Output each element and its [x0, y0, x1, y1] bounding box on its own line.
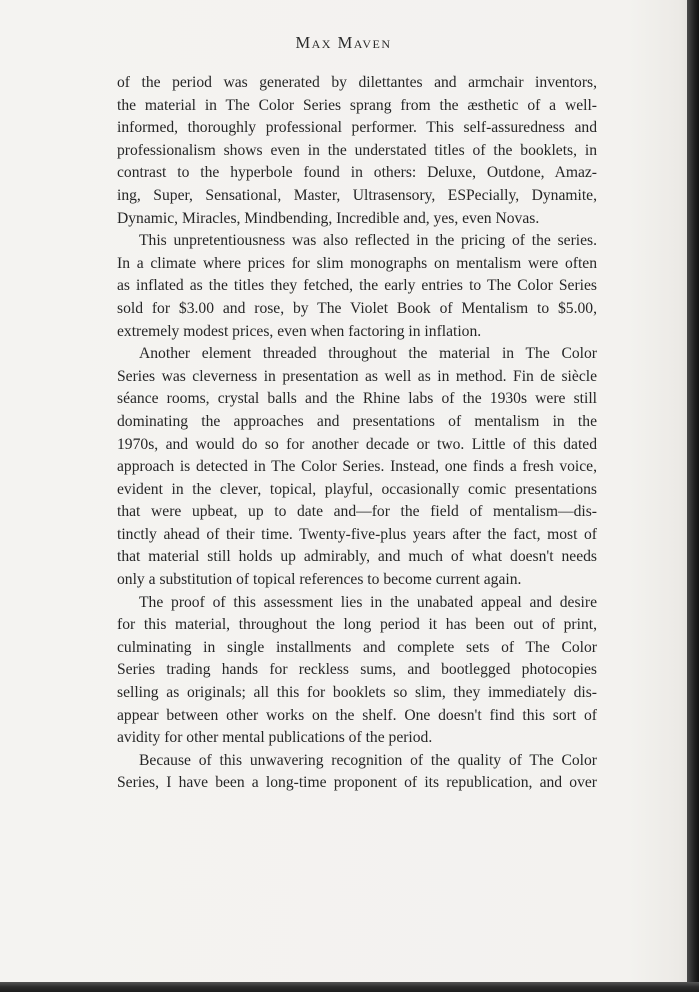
text-line: that material still holds up admirably, and much of what doesn't needs: [117, 548, 597, 566]
text-line: selling as originals; all this for booklets so slim, they immediately dis-: [117, 684, 597, 702]
text-line: that were upbeat, up to date and—for the field of mentalism—dis-: [117, 503, 597, 521]
text-line: Because of this unwavering recognition of the quality of The Color: [139, 751, 597, 769]
text-line: informed, thoroughly professional performer. This self-assuredness and: [117, 119, 597, 137]
text-line: professionalism shows even in the understated titles of the booklets, in: [117, 141, 597, 159]
text-line: The proof of this assessment lies in the unabated appeal and desire: [139, 593, 597, 611]
text-line: for this material, throughout the long period it has been out of print,: [117, 616, 597, 634]
text-line: dominating the approaches and presentations of mentalism in the: [117, 412, 597, 430]
body-text: [117, 72, 597, 795]
text-line: Series was cleverness in presentation as well as in method. Fin de siècle: [117, 367, 597, 385]
text-line: of the period was generated by dilettantes and armchair inventors,: [117, 74, 597, 91]
text-line: sold for $3.00 and rose, by The Violet Book of Mentalism to $5.00,: [117, 299, 597, 317]
page-bottom-shadow: [0, 982, 699, 992]
text-line: appear between other works on the shelf. One doesn't find this sort of: [117, 706, 597, 724]
text-line: Series, I have been a long-time proponent of its republication, and over: [117, 774, 597, 792]
text-line: tinctly ahead of their time. Twenty-five-plus years after the fact, most of: [117, 525, 597, 543]
text-line: evident in the clever, topical, playful, occasionally comic presentations: [117, 480, 597, 498]
page-edge-shadow: [687, 0, 699, 992]
text-line: This unpretentiousness was also reflected in the pricing of the series.: [139, 232, 597, 250]
text-line: avidity for other mental publications of the period.: [117, 729, 433, 747]
text-line: séance rooms, crystal balls and the Rhine labs of the 1930s were still: [117, 390, 597, 408]
text-line: Another element threaded throughout the material in The Color: [139, 345, 597, 363]
text-line: Series trading hands for reckless sums, and bootlegged photocopies: [117, 661, 597, 679]
running-head: Max Maven: [295, 33, 392, 52]
text-line: as inflated as the titles they fetched, the early entries to The Color Series: [117, 277, 597, 295]
text-line: extremely modest prices, even when factoring in inflation.: [117, 322, 482, 340]
text-line: approach is detected in The Color Series. Instead, one finds a fresh voice,: [117, 458, 597, 476]
text-line: In a climate where prices for slim monographs on mentalism were often: [117, 254, 597, 272]
text-line: contrast to the hyperbole found in others: Deluxe, Outdone, Amaz-: [117, 164, 597, 182]
text-line: Dynamic, Miracles, Mindbending, Incredible and, yes, even Novas.: [117, 209, 540, 227]
text-line: 1970s, and would do so for another decade or two. Little of this dated: [117, 435, 597, 453]
text-line: the material in The Color Series sprang from the æsthetic of a well-: [117, 96, 597, 114]
text-line: only a substitution of topical references to become current again.: [117, 571, 522, 589]
text-line: ing, Super, Sensational, Master, Ultrasensory, ESPecially, Dynamite,: [117, 186, 597, 204]
text-line: culminating in single installments and complete sets of The Color: [117, 638, 597, 656]
